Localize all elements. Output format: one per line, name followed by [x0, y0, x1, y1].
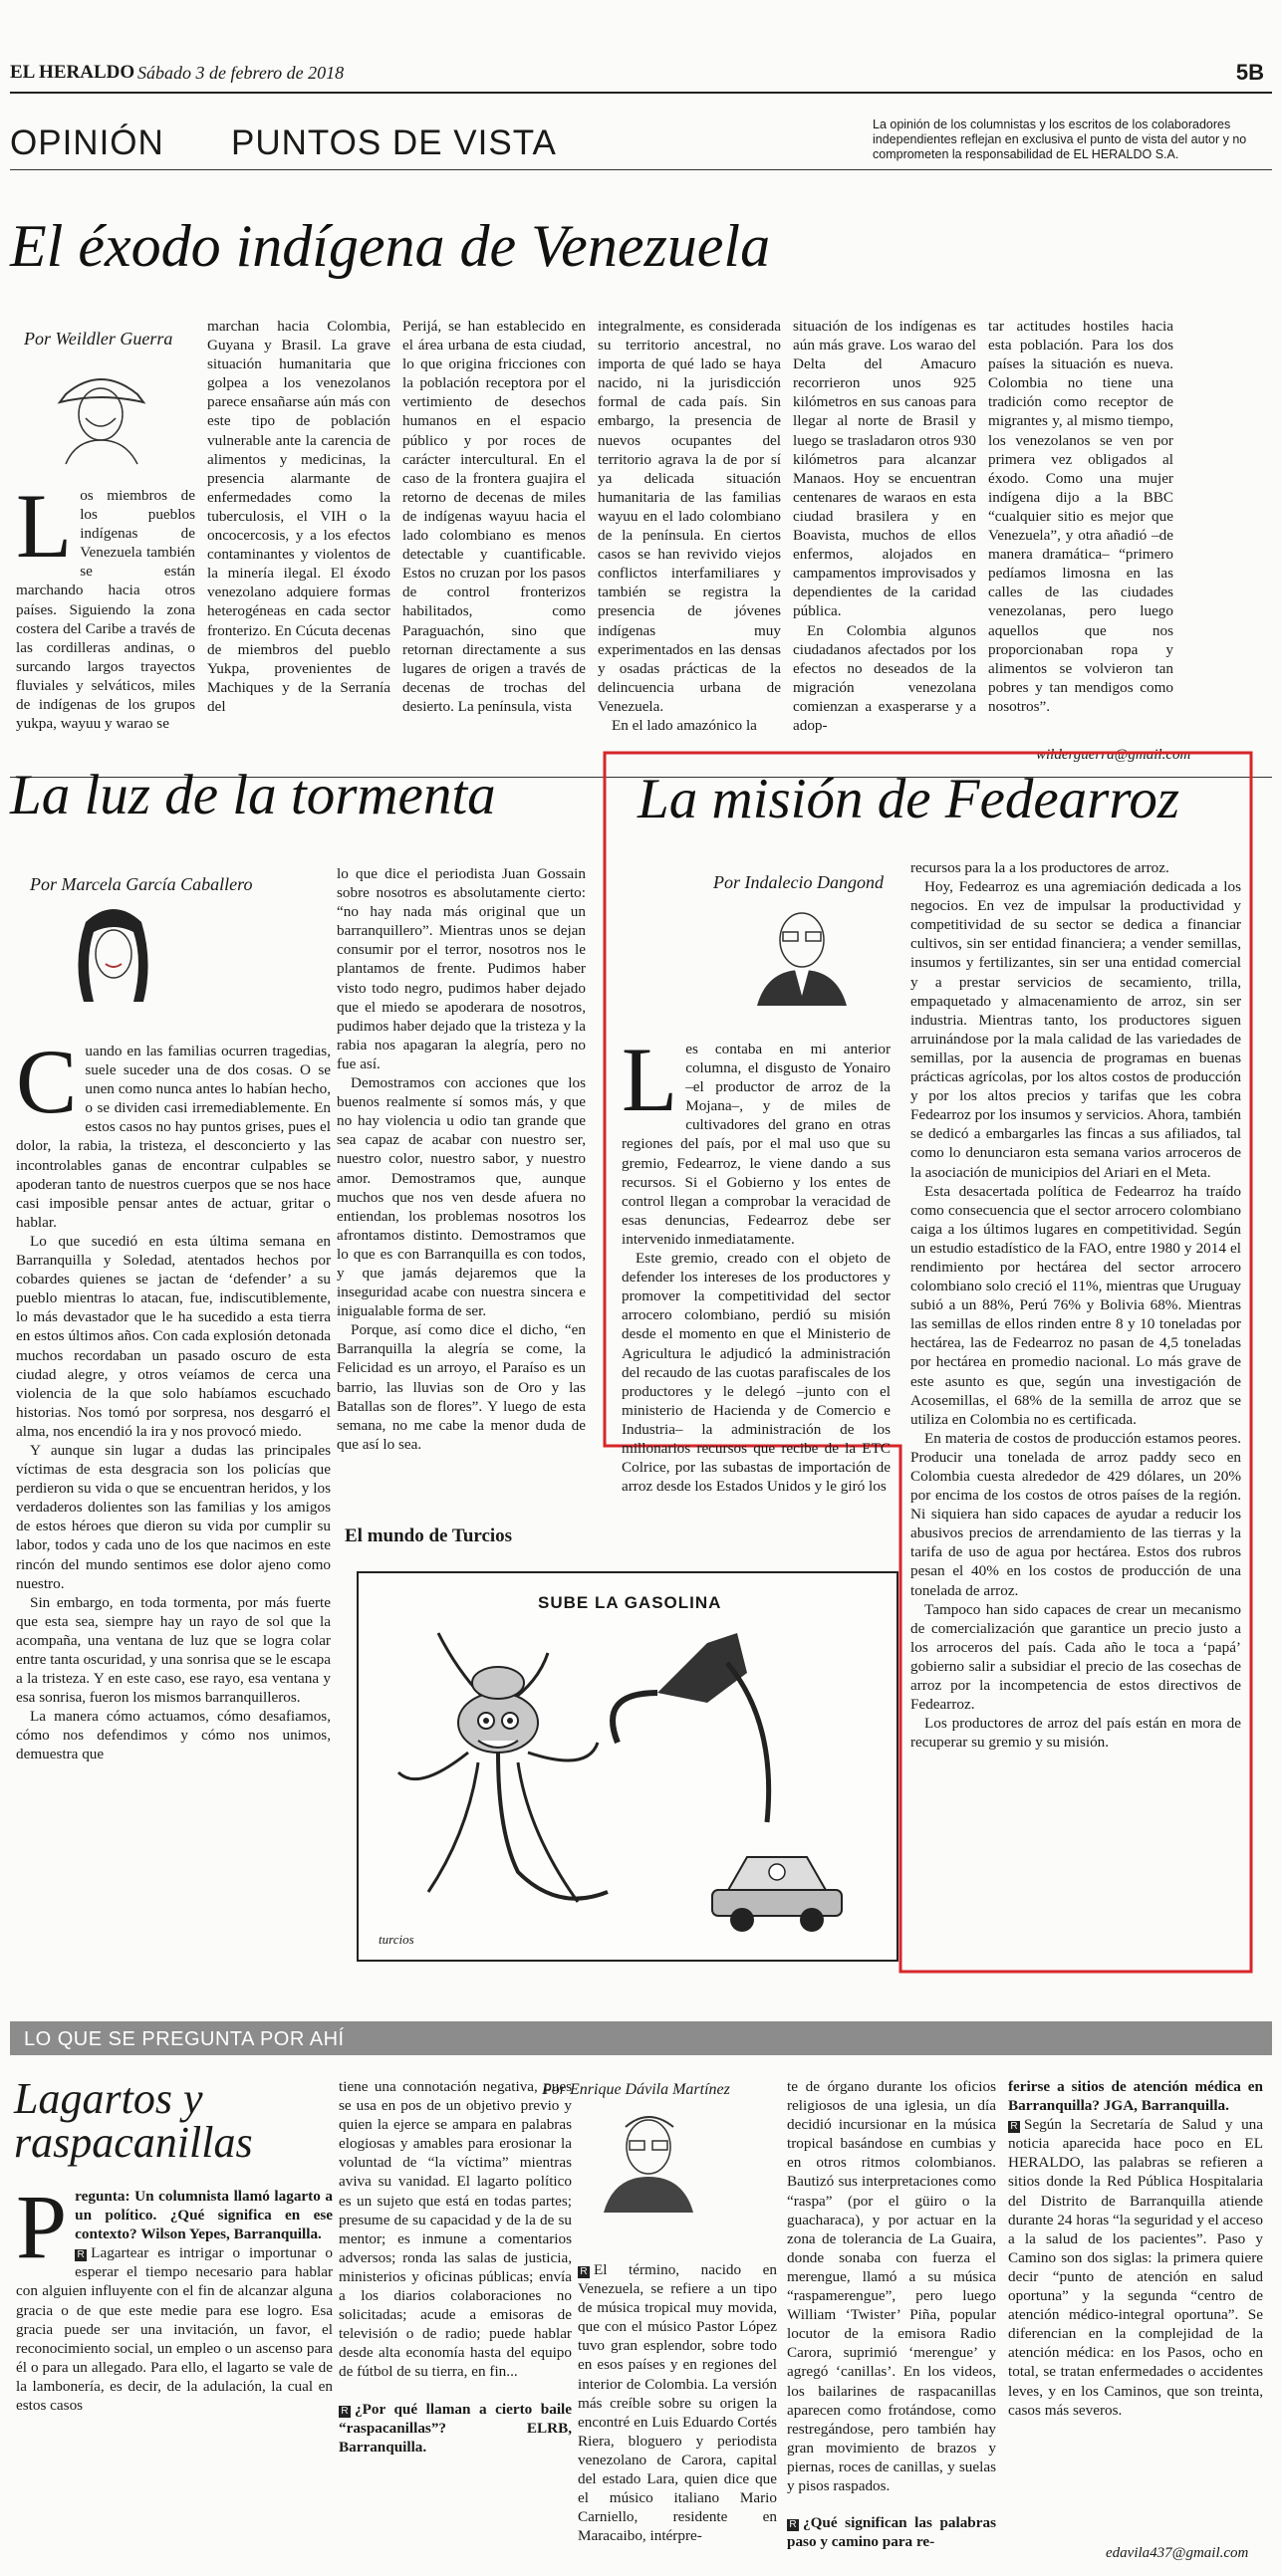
bottom-column-2: tiene una connotación negativa, pues se usa en pos de un objetivo previo y quien la ejerce se ampara en palabras elogiosas y amables para erosionar la voluntad de “la víctima” mientras aviva su vanidad. El lagarto político es un sujeto que está en todas partes; presume de su capacidad y de la de su mentor; es inmune a comentarios adversos; ronda las salas de justicia, ministerios y oficinas públicas; envía a los diarios colaboraciones no solicitadas; acude a emisoras de televisión o de radio; puede hablar desde alta economía hasta del equipo de fútbol de su tierra, en fin... R ¿Por qué llaman a cierto baile “raspacanillas”? ELRB, Barranquilla.	[339, 2078, 572, 2456]
section-label: OPINIÓN	[10, 123, 164, 162]
article3-column-2: recursos para la a los productores de arroz. Hoy, Fedearroz es una agremiación dedicada a los negocios. En vez de impulsar la productividad y competitividad de su sector se dedica a financiar cultivos, sin ser entidad financiera; a vender semillas, insumos y fertilizantes, sin ser una entidad comercial y a prestar servicios de secamiento, trilla, empaquetado y almacenamiento de arroz, sin ser industria. Mientras tanto, los productores siguen arruinándose por la mala calidad de las variedades de semillas, por la ausencia de programas en buenas prácticas agrícolas, por los altos costos de producción y por los altos precios y tarifas que les cobra Fedearroz por los insumos y servicios. Ahora, también se dedicó a embargarles las fincas a sus afiliados, tal como lo denunciaron esta semana varios arroceros de la asociación de municipios del Ariari en el Meta. Esta desacertada política de Fedearroz ha traído como consecuencia que el sector arrocero colombiano caiga a los últimos lugares en competitividad. Según un estudio estadístico de la FAO, entre 1980 y 2014 el rendimiento por hectárea del sector arrocero colombiano solo creció el 11%, mientras que Uruguay subió a un 88%, Perú 76% y Bolivia 68%. Mientras las semillas de ellos rinden entre 8 y 10 toneladas por hectárea, las de Fedearroz no pasan de 4,5 toneladas por hectárea en promedio nacional. Lo más grave de este asunto es que, según una investigación de Acosemillas, el 68% de la semilla de arroz que se utiliza en Colombia no es certificada. En materia de costos de producción estamos peores. Producir una tonelada de arroz paddy seco en Colombia cuesta alrededor de 429 dólares, un 20% por encima de los costos de otros países de la región. Ni siquiera han sido capaces de ayudar a reducir los abusivos precios de arrendamiento de las tierras y la tarifa de uso de agua por hectárea. Estos dos rubros pesan el 40% en los costos de producción de una tonelada de arroz. Tampoco han sido capaces de crear un mecanismo de comercialización que garantice un precio justo a los arroceros del país. Cada año le toca a ‘papá’ gobierno salir a subsidiar el precio de las cosechas de arroz por la incompetencia de estos directivos de Fedearroz. Los productores de arroz del país están en mora de recuperar su gremio y su misión.	[910, 859, 1241, 1752]
article1-dropcap: L	[16, 475, 73, 577]
bottom-byline: Por Enrique Dávila Martínez	[542, 2081, 730, 2098]
section-disclaimer: La opinión de los columnistas y los escritos de los colaboradores independientes reflejan en exclusiva el punto de vista del autor y no comprometen la responsabilidad de EL HERALDO S.A.	[873, 117, 1247, 161]
answer-bullet-icon: R	[578, 2266, 590, 2278]
cartoon-heading: El mundo de Turcios	[345, 1525, 513, 1546]
article3-author-portrait	[747, 896, 857, 1006]
article2-column-1: Cuando en las familias ocurren tragedias, suele suceder una de dos cosas. O se unen como nunca antes lo habían hecho, o se dividen casi irremediablemente. En estos casos no hay puntos grises, pues el dolor, la rabia, la tristeza, el desconcierto y las incontrolables ganas de encontrar culpables se apoderan tanto de nuestros cuerpos que se nos hace casi imposible pensar antes de actuar, gritar o hablar. Lo que sucedió en esta última semana en Barranquilla y Soledad, atentados hechos por cobardes quienes se jactan de ‘defender’ a su pueblo mientras lo atacan, fue, indiscutiblemente, lo más devastador que le ha sucedido a esta tierra en estos últimos años. Con cada explosión detonada muchos recordaban un pasado oscuro de esta ciudad alegre, y otros veíamos de cerca una violencia de la que solo habíamos escuchado historias. Nos tomó por sorpresa, nos desgarró el alma, nos encendió la ira y nos provocó miedo. Y aunque sin lugar a dudas las principales víctimas de esta desgracia son los policías que perdieron su vida o que se encuentran heridos, y los verdaderos dolientes son las familias y los amigos de estos héroes que dieron su vida por cumplir su labor, todos y cada uno de los que nacimos en este rincón del mundo sentimos ese dolor ajeno como nuestro. Sin embargo, en toda tormenta, por más fuerte que esta sea, siempre hay un rayo de sol que la acompaña, una ventana de luz que se logra colar entre tanta oscuridad, y una sonrisa que se le escapa a la tristeza. Y en este caso, ese rayo, esa ventana y esa sonrisa, fueron los mismos barranquilleros. La manera cómo actuamos, cómo desafiamos, cómo nos defendimos y cómo nos unimos, demuestra que	[16, 1031, 331, 1763]
article2-column-2: lo que dice el periodista Juan Gossain sobre nosotros es absolutamente cierto: “no hay nada más original que un barranquillero”. Mientras unos se dejan consumir por el terror, nosotros nos le plantamos de frente. Pudimos haber visto todo negro, pudimos haber dejado que el miedo se apoderara de nosotros, pudimos haber dejado que la tristeza y la rabia nos apagaran la alegría, pero no fue así. Demostramos con acciones que los buenos realmente sí somos más, y que no hay violencia u odio tan grande que sea capaz de acabar con nuestro ser, nuestro color, nuestro sabor, y nuestro amor. Demostramos que, aunque muchos que nos ven desde afuera no entiendan, los problemas nosotros los afrontamos distinto. Demostramos que lo que es con Barranquilla es con todos, y que jamás dejaremos que la inseguridad acabe con nuestra sincera e inigualable forma de ser. Porque, así como dice el dicho, “en Barranquilla la alegría se come, la Felicidad es un arroyo, el Paraíso es un barrio, las lluvias son de Oro y las Batallas son de flores”. Y luego de esta semana, no me cabe la menor duda de que así lo sea.	[337, 865, 586, 1453]
article2-author-portrait	[64, 902, 163, 1012]
bottom-column-3: R El término, nacido en Venezuela, se refiere a un tipo de música tropical muy movida, que con el músico Pastor López tuvo gran esplendor, sobre todo en esos países y en regiones del interior de Colombia. La versión más creíble sobre su origen la encontré en Luis Eduardo Cortés Riera, bloguero y periodista venezolano de Carora, capital del estado Lara, quien dice que el músico italiano Mario Carniello, residente en Maracaibo, intérpre-	[578, 2261, 777, 2545]
bottom-column-4: te de órgano durante los oficios religiosos de una iglesia, un día decidió incursionar en la música tropical basándose en cumbias y en otros ritmos colombianos. Bautizó sus interpretaciones como “raspa” (por el güiro o la guacharaca), y por actuar en la zona de tolerancia de La Guaira, donde sonaba con fuerza el merengue, llamó a su música “raspamerengue”, pero luego William ‘Twister’ Piña, popular locutor de la emisora Radio Carora, suprimió ‘merengue’ y agregó ‘canillas’. En los videos, los bailarines de raspacanillas aparecen como frotándose, como restregándose, pero también hay gran movimiento de brazos y piernas, roces de canillas, y suelas y pisos raspados. R ¿Qué significan las palabras paso y camino para re-	[787, 2078, 996, 2551]
article1-author-portrait	[46, 354, 155, 464]
article1-column-1: Los miembros de los pueblos indígenas de Venezuela también se están marchando hacia otros países. Siguiendo la zona costera del Caribe a través de las cordilleras andinas, o surcando largos trayectos fluviales y selváticos, miles de indígenas de los grupos yukpa, wayuu y warao se	[16, 475, 195, 733]
answer-bullet-icon: R	[75, 2249, 87, 2261]
issue-date: Sábado 3 de febrero de 2018	[137, 63, 345, 83]
bottom-title: Lagartos y raspacanillas	[14, 2074, 253, 2167]
bottom-author-portrait	[594, 2103, 703, 2213]
article2-title: La luz de la tormenta	[10, 764, 496, 826]
article1-column-6: tar actitudes hostiles hacia esta población. Para los dos países la situación es nueva. Colombia no tiene una tradición como receptor de migrantes y, al mismo tiempo, los venezolanos se ven por primera vez obligados al éxodo. Como una mujer indígena dijo a la BBC “cualquier sitio es mejor que Venezuela”, y otra añadió –de manera dramática– “primero pedíamos limosna en las calles de las ciudades venezolanas, pero luego aquellos que nos proporcionaban ropa y alimentos se volvieron tan pobres y tan mendigos como nosotros”.	[988, 318, 1173, 715]
cartoon-signature: turcios	[379, 1932, 414, 1947]
article1-title: El éxodo indígena de Venezuela	[10, 213, 771, 279]
bottom-banner	[10, 2021, 1272, 2055]
bottom-author-email: edavila437@gmail.com	[1106, 2545, 1249, 2561]
article3-dropcap: L	[622, 1029, 678, 1130]
masthead-rule	[10, 92, 1272, 94]
article2-dropcap: C	[16, 1031, 78, 1132]
article3-byline: Por Indalecio Dangond	[713, 872, 884, 892]
masthead	[10, 60, 1272, 88]
article3-column-1: Les contaba en mi anterior columna, el disgusto de Yonairo –el productor de arroz de la Mojana–, y de miles de cultivadores del grano en otras regiones del país, por el mal uso que su gremio, Fedearroz, le viene dando a sus recursos. Si el Gobierno y los entes de control llegan a comprobar la veracidad de esas denuncias, Fedearroz debe ser intervenido inmediatamente. Este gremio, creado con el objeto de defender los intereses de los productores y promover la competitividad del sector arrocero colombiano, perdió su misión desde el momento en que el Ministerio de Agricultura le adjudicó la administración del recaudo de las cuotas parafiscales de los productores y le delegó –junto con el ministerio de Hacienda y de Comercio e Industria– la administración de los millonarios recursos que recibe de la ETC Colrice, por las subastas de importación de arroz desde los Estados Unidos y le giró los	[622, 1029, 891, 1496]
article3-title: La misión de Fedearroz	[638, 768, 1180, 830]
article1-byline: Por Weildler Guerra	[24, 329, 173, 349]
article1-column-3: Perijá, se han establecido en el área urbana de esta ciudad, lo que origina fricciones con la población receptora por el vertimiento de desechos humanos en el espacio público y por roces de carácter intercultural. En el caso de la frontera guajira el retorno de decenas de miles de indígenas wayuu hacia el lado colombiano es menos detectable y cuantificable. Estos no cruzan por los pasos de control fronterizos habilitados, como Paraguachón, sino que retornan directamente a sus lugares de origen a través de decenas de trochas del desierto. La península, vista	[402, 318, 586, 715]
cartoon-frame	[357, 1571, 898, 1962]
section-rule	[10, 169, 1272, 170]
section-sublabel: PUNTOS DE VISTA	[231, 123, 557, 162]
article1-column-2: marchan hacia Colombia, Guyana y Brasil. La grave situación humanitaria que golpea a los venezolanos parece ensañarse aún más con este tipo de población vulnerable ante la carencia de alimentos y medicinas, la presencia alarmante de enfermedades como la tuberculosis, el VIH o la oncocercosis, y a los efectos contaminantes y violentos de la minería ilegal. El éxodo venezolano adquiere formas heterogéneas en cada sector fronterizo. En Cúcuta decenas de miembros del pueblo Yukpa, provenientes de Machiques y de la Serranía del	[207, 318, 390, 715]
answer-bullet-icon: R	[1008, 2121, 1020, 2133]
article1-column-4: integralmente, es considerada su territorio ancestral, no importa de qué lado se haya nacido, ni la jurisdicción formal de cada país. Sin embargo, la presencia de nuevos ocupantes del territorio agrava la de por sí ya delicada situación humanitaria de las familias wayuu en el lado colombiano de la península. En ciertos casos se han revivido viejos conflictos interfamiliares y también se registra la presencia de jóvenes indígenas muy experimentados en las densas y osadas prácticas de la delincuencia urbana de Venezuela. En el lado amazónico la	[598, 318, 781, 734]
cartoon-caption: SUBE LA GASOLINA	[538, 1593, 722, 1612]
cartoon-illustration	[359, 1573, 897, 1960]
question-bullet-icon: R	[339, 2406, 351, 2418]
page-number: 5B	[1235, 60, 1264, 85]
article2-byline: Por Marcela García Caballero	[30, 874, 253, 894]
bottom-column-5: ferirse a sitios de atención médica en Barranquilla? JGA, Barranquilla. R Según la Secretaría de Salud y una noticia aparecida hace poco en EL HERALDO, las palabras se refieren a sitios donde la Red Pública Hospitalaria del Distrito de Barranquilla atiende durante 24 horas “la seguridad y el acceso a la salud de los pacientes”. Paso y Camino son dos siglas: la primera quiere decir “punto de atención en salud oportuna” y la segunda “centro de atención médico-integral oportuna”. Se diferencian en la complejidad de la atención médica: en los Pasos, ocho en total, se tratan enfermedades o accidentes leves, y en los Caminos, que son treinta, casos más severos.	[1008, 2078, 1263, 2419]
question-bullet-icon: R	[787, 2519, 799, 2531]
paper-name: EL HERALDO	[10, 62, 135, 83]
article1-column-5: situación de los indígenas es aún más grave. Los warao del Delta del Amacuro recorrieron unos 925 kilómetros en sus canoas para llegar al norte de Brasil y luego se trasladaron otros 930 kilómetros para alcanzar Manaos. Hoy se encuentran centenares de waraos en esta ciudad brasilera y en Boavista, muchos de ellos enfermos, alojados en campamentos improvisados y dependientes de la caridad pública. En Colombia algunos ciudadanos afectados por los efectos no deseados de la migración venezolana comienzan a exasperarse y a adop-	[793, 318, 976, 734]
bottom-column-1: Pregunta: Un columnista llamó lagarto a un político. ¿Qué significa en ese contexto? Wilson Yepes, Barranquilla. R Lagartear es intrigar o importunar o esperar el tiempo necesario para hablar con alguien influyente con el fin de alcanzar alguna gracia o de que este medie para ese logro. Esa gracia puede ser una invitación, un favor, el reconocimiento social, un empleo o un ascenso para él o para un allegado. Para ello, el lagarto se vale de la lambonería, es decir, de la adulación, la cual en estos casos	[16, 2176, 333, 2415]
article1-author-email: wilderguerra@gmail.com	[1036, 747, 1191, 763]
bottom-dropcap: P	[16, 2176, 68, 2277]
bottom-banner-label: LO QUE SE PREGUNTA POR AHÍ	[24, 2028, 345, 2050]
